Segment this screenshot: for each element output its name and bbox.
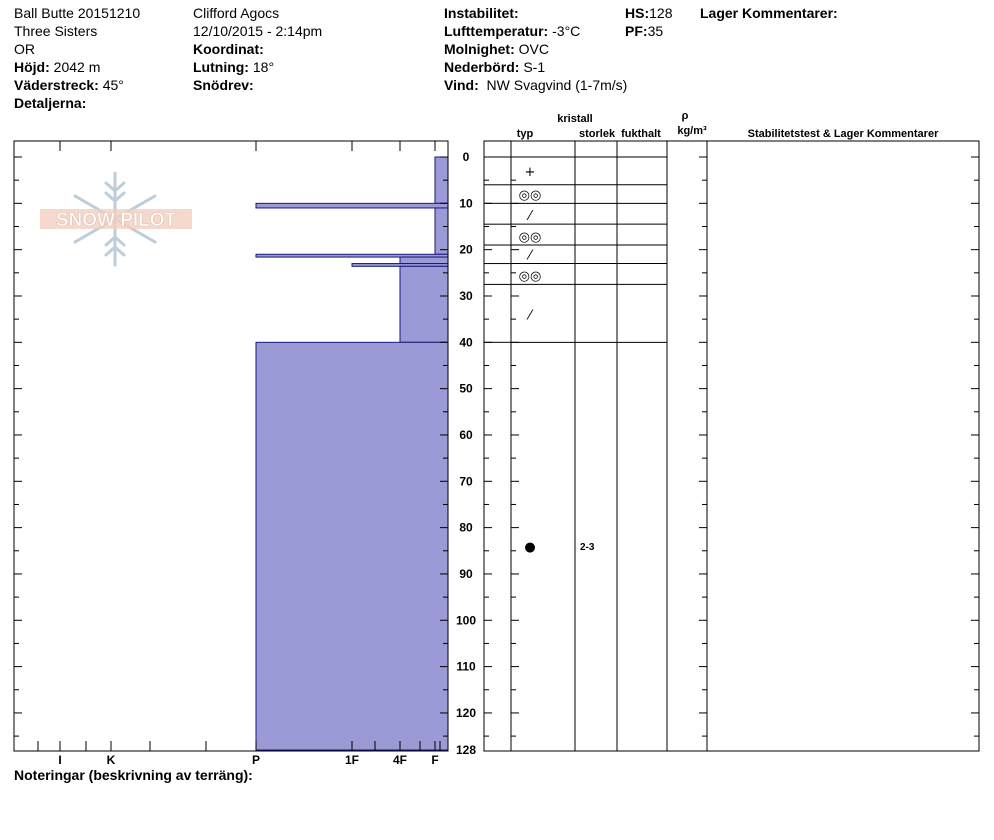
coord-label: Koordinat: bbox=[193, 41, 264, 57]
hardness-bars bbox=[256, 157, 448, 750]
grain-symbol: + bbox=[524, 164, 536, 180]
depth-tick-label: 60 bbox=[459, 427, 473, 442]
depth-tick-label: 100 bbox=[455, 613, 477, 628]
depth-tick-label: 110 bbox=[456, 659, 476, 674]
grain-symbol: ◎◎ bbox=[518, 229, 542, 245]
depth-axis bbox=[14, 150, 979, 757]
depth-tick-label: 128 bbox=[455, 743, 477, 757]
depth-tick-label: 50 bbox=[459, 381, 473, 396]
col-header-moisture: fukthalt bbox=[621, 128, 661, 140]
depth-tick-label: 40 bbox=[459, 335, 473, 350]
slope-label: Lutning: bbox=[193, 59, 249, 75]
slope-value: 18° bbox=[252, 59, 275, 75]
hardness-bar bbox=[400, 257, 448, 263]
wind-value: NW Svagvind (1-7m/s) bbox=[486, 77, 628, 93]
hardness-bar bbox=[435, 208, 448, 254]
aspect-value: 45° bbox=[102, 77, 124, 93]
hardness-bar bbox=[400, 266, 448, 342]
depth-tick-label: 20 bbox=[459, 242, 473, 257]
layer-table-frame bbox=[484, 141, 979, 751]
col-header-stability: Stabilitetstest & Lager Kommentarer bbox=[747, 128, 939, 140]
hardness-tick-label: F bbox=[431, 753, 439, 767]
depth-tick-label: 0 bbox=[462, 150, 470, 164]
col-header-rho: ρ bbox=[681, 110, 689, 122]
hardness-tick-label: 1F bbox=[344, 753, 360, 767]
hardness-bar bbox=[256, 342, 448, 750]
col-header-density-unit: kg/m³ bbox=[677, 125, 707, 137]
instability-label: Instabilitet: bbox=[444, 5, 519, 21]
grain-size-label: 2-3 bbox=[580, 542, 595, 554]
air-temp-value: -3°C bbox=[552, 23, 581, 39]
cloud-value: OVC bbox=[518, 41, 549, 57]
hardness-tick-label: 4F bbox=[392, 753, 408, 767]
elevation-value: 2042 m bbox=[53, 59, 101, 75]
range-name: Three Sisters bbox=[14, 23, 98, 39]
depth-tick-label: 120 bbox=[455, 705, 477, 720]
hs-value: 128 bbox=[649, 5, 673, 21]
hardness-tick-label: P bbox=[251, 753, 261, 767]
details-label: Detaljerna: bbox=[14, 95, 87, 111]
grain-symbol: ⁄ bbox=[528, 248, 532, 264]
grain-symbol: ◎◎ bbox=[518, 269, 542, 285]
pf-value: 35 bbox=[647, 23, 664, 39]
grain-symbol: ● bbox=[524, 540, 536, 556]
wind-label: Vind: bbox=[444, 77, 479, 93]
grain-symbol: ⁄ bbox=[528, 308, 532, 324]
elevation-label: Höjd: bbox=[14, 59, 50, 75]
hardness-tick-label: I bbox=[58, 753, 62, 767]
depth-tick-label: 80 bbox=[459, 520, 473, 535]
snowdrift-label: Snödrev: bbox=[193, 77, 254, 93]
observation-datetime: 12/10/2015 - 2:14pm bbox=[193, 23, 323, 39]
grain-symbol: ⁄ bbox=[528, 208, 532, 224]
col-header-size: storlek bbox=[579, 128, 616, 140]
grain-symbols bbox=[519, 165, 595, 555]
precip-value: S-1 bbox=[523, 59, 546, 75]
layer-comments-header: Lager Kommentarer: bbox=[700, 5, 838, 21]
depth-tick-label: 30 bbox=[459, 288, 473, 303]
hs-label: HS: bbox=[625, 5, 650, 21]
observer-name: Clifford Agocs bbox=[193, 5, 280, 21]
depth-tick-label: 90 bbox=[459, 566, 473, 581]
notes-label: Noteringar (beskrivning av terräng): bbox=[14, 767, 253, 783]
precip-label: Nederbörd: bbox=[444, 59, 520, 75]
hardness-bar bbox=[256, 203, 448, 208]
snowpilot-logo bbox=[40, 173, 192, 265]
air-temp-label: Lufttemperatur: bbox=[444, 23, 549, 39]
depth-tick-label: 70 bbox=[459, 474, 473, 489]
col-header-crystal: kristall bbox=[557, 113, 593, 125]
cloud-label: Molnighet: bbox=[444, 41, 515, 57]
col-header-typ: typ bbox=[516, 128, 534, 140]
depth-tick-label: 10 bbox=[459, 196, 473, 211]
pf-label: PF: bbox=[625, 23, 648, 39]
site-name: Ball Butte 20151210 bbox=[14, 5, 141, 21]
aspect-label: Väderstreck: bbox=[14, 77, 99, 93]
logo-text: SNOW PILOT bbox=[55, 210, 177, 231]
state-name: OR bbox=[14, 41, 35, 57]
grain-symbol: ◎◎ bbox=[518, 188, 542, 204]
hardness-tick-label: K bbox=[106, 753, 116, 767]
